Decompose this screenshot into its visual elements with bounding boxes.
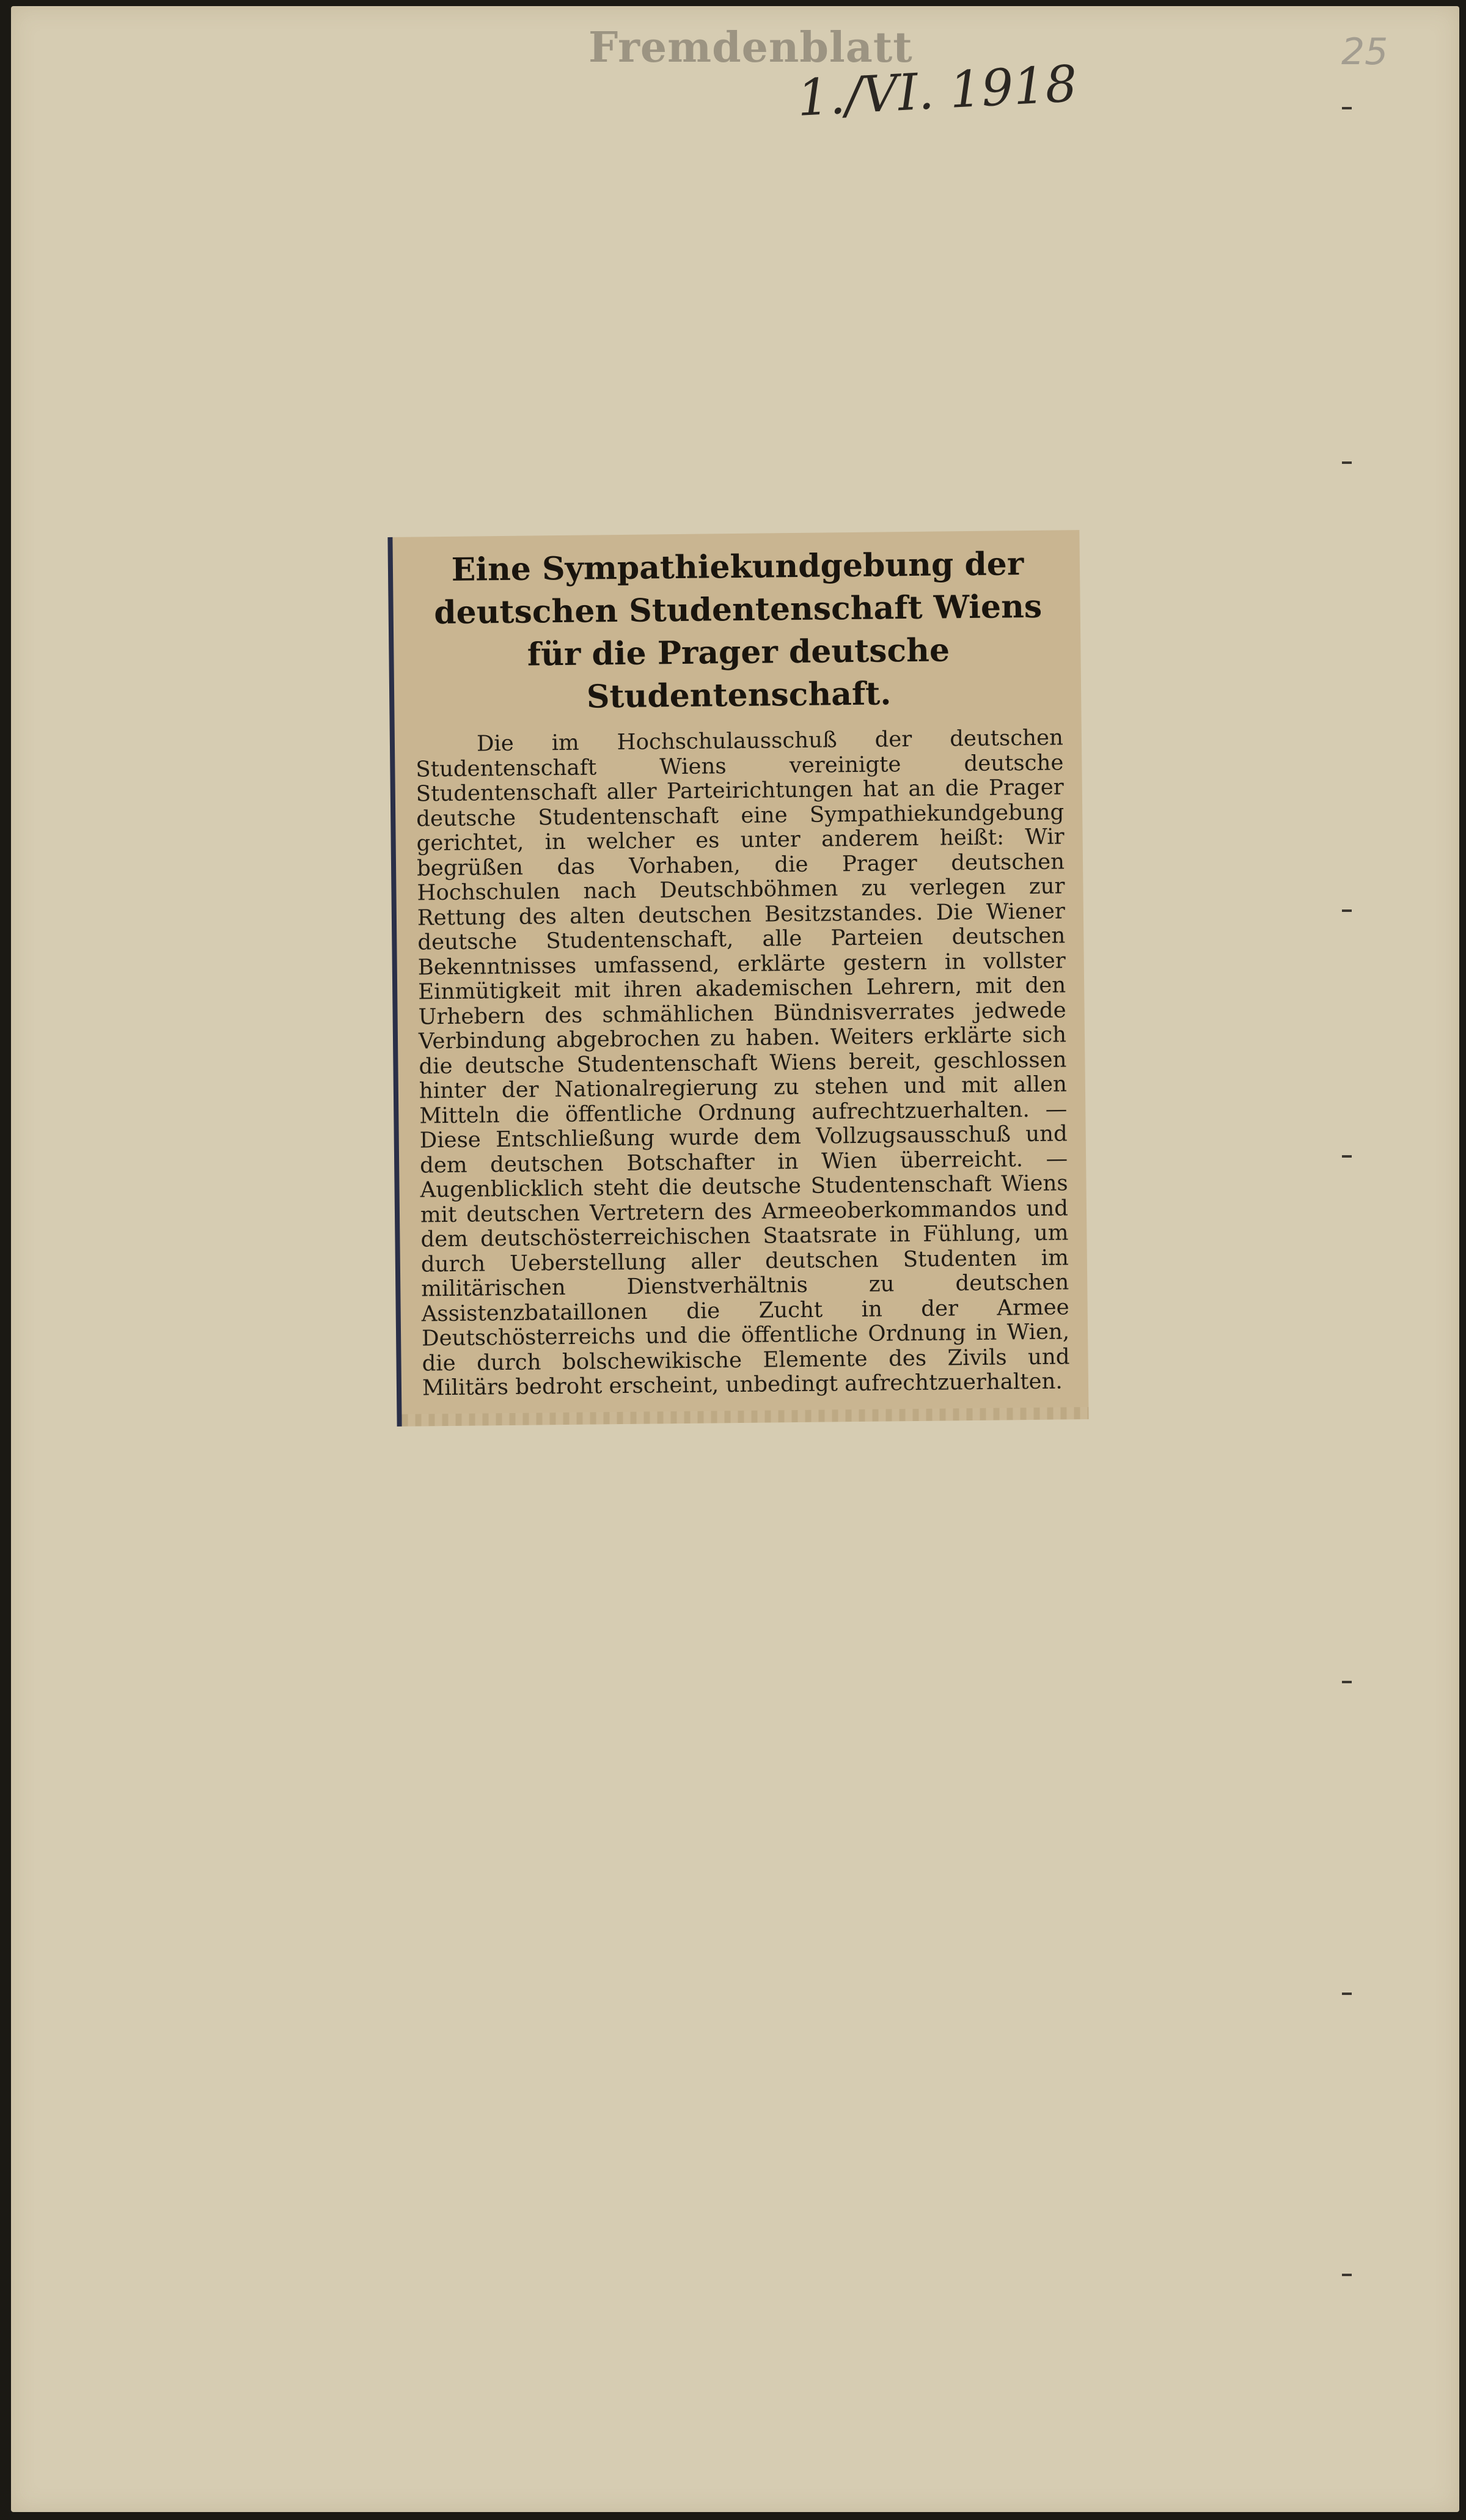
margin-mark (1342, 909, 1352, 912)
margin-mark (1342, 107, 1352, 109)
margin-mark (1342, 461, 1352, 464)
article-title: Eine Sympathiekundgebung der deutschen Studentenschaft Wiens für die Prager deutsche Studentenschaft. (433, 545, 1043, 716)
margin-mark (1342, 2274, 1352, 2276)
newspaper-clipping (387, 530, 1088, 1427)
folio-number: 25 (1341, 31, 1388, 73)
margin-mark (1342, 1993, 1352, 1995)
margin-mark (1342, 1155, 1352, 1158)
article-body: Die im Hochschulausschuß der deutschen Studentenschaft Wiens vereinigte deutsche Studentenschaft aller Parteirichtungen hat an die Prager deutsche Studentenschaft eine Sympathiekundgebung gerichtet, in welcher es unter anderem heißt: Wir begrüßen das Vorhaben, die Prager deutschen Hochschulen nach Deutschböhmen zu verlegen zur Rettung des alten deutschen Besitzstandes. Die Wiener deutsche Studentenschaft, alle Parteien deutschen Bekenntnisses umfassend, erklärte gestern in vollster Einmütigkeit mit ihren akademischen Lehrern, mit den Urhebern des schmählichen Bündnisverrates jedwede Verbindung abgebrochen zu haben. Weiters erklärte sich die deutsche Studentenschaft Wiens bereit, geschlossen hinter der Nationalregierung zu stehen und mit allen Mitteln die öffentliche Ordnung aufrechtzuerhalten. — Diese Entschließung wurde dem Vollzugsausschuß und dem deutschen Botschafter in Wien überreicht. — Augenblicklich steht die deutsche Studentenschaft Wiens mit deutschen Vertretern des Armeeoberkommandos und dem deutschösterreichischen Staatsrate in Fühlung, um durch Ueberstellung aller deutschen Studenten im militärischen Dienstverhältnis zu deutschen Assistenzbataillonen die Zucht in der Armee Deutschösterreichs und die öffentliche Ordnung in Wien, die durch bolschewikische Elemente des Zivils und Militärs bedroht erscheint, unbedingt aufrechtzuerhalten. (416, 725, 1070, 1401)
margin-mark (1342, 1681, 1352, 1683)
newspaper-stamp: Fremdenblatt (588, 23, 913, 72)
handwritten-date: 1./VI. 1918 (796, 54, 1079, 128)
